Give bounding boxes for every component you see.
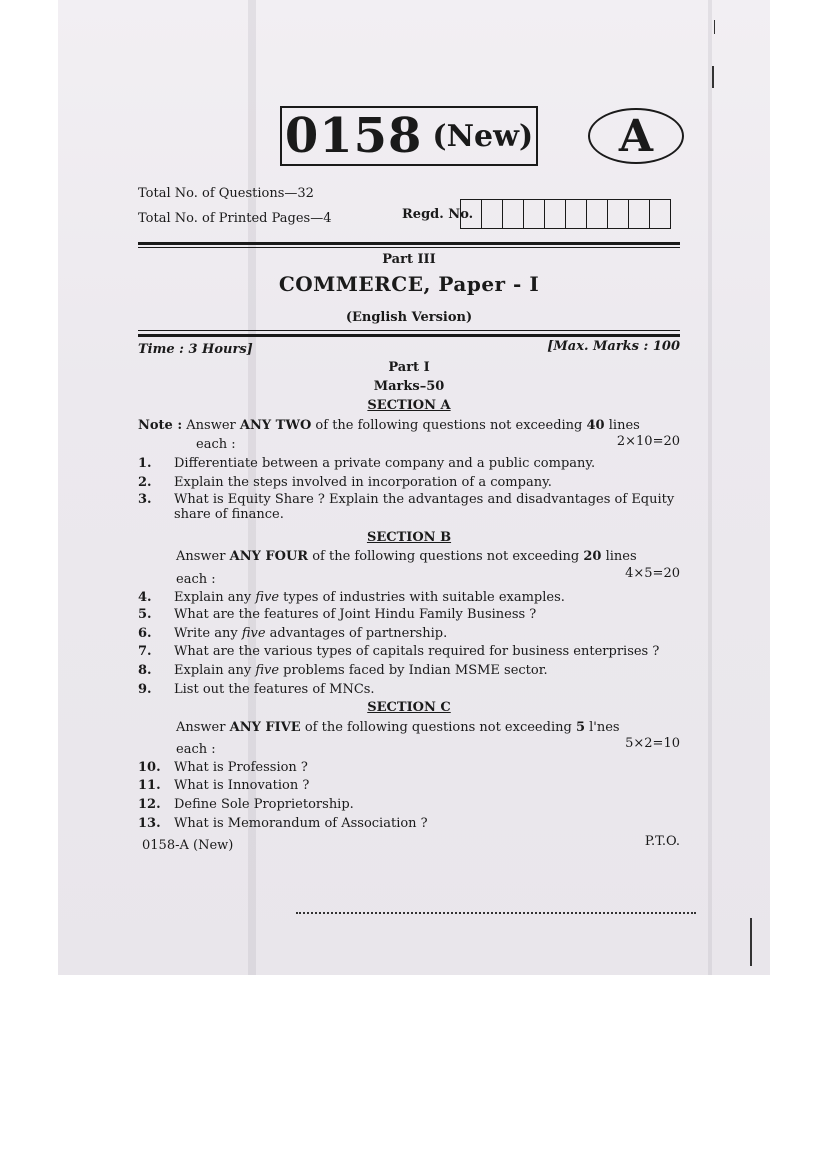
section-a-marks: 2×10=20 — [616, 434, 680, 449]
instruction-text: of the following questions not exceeding — [304, 720, 572, 735]
question-row — [138, 492, 680, 522]
scan-artifact — [750, 918, 752, 966]
paper-code: 0158 — [284, 108, 423, 164]
instruction-limit: 5 — [575, 720, 585, 735]
regd-number-boxes — [460, 199, 671, 229]
note-text: Answer — [186, 418, 236, 433]
question-row — [138, 456, 680, 471]
question-text: Write any five advantages of partnership. — [174, 626, 448, 641]
question-text: What are the features of Joint Hindu Family Business ? — [174, 607, 537, 622]
instruction-limit: 20 — [583, 549, 602, 564]
divider — [138, 334, 680, 337]
language-version: (English Version) — [345, 310, 473, 325]
question-text: What is Memorandum of Association ? — [174, 816, 428, 831]
question-number: 10. — [138, 760, 161, 775]
question-number: 6. — [138, 626, 152, 641]
question-text: What are the various types of capitals required for business enterprises ? — [174, 644, 660, 659]
instruction-text: lines — [605, 549, 637, 564]
instruction-text: Answer — [176, 720, 226, 735]
instruction-text: Answer — [176, 549, 226, 564]
question-row — [138, 590, 680, 605]
question-number: 11. — [138, 778, 161, 793]
note-emphasis: ANY TWO — [239, 418, 312, 433]
question-text: What is Equity Share ? Explain the advantages and disadvantages of Equity share of finance. — [174, 492, 675, 522]
section-c-instruction — [176, 720, 680, 735]
question-row — [138, 475, 680, 490]
note-label: Note : — [138, 418, 183, 433]
question-row — [138, 626, 680, 641]
section-a-note — [138, 418, 680, 433]
question-number: 4. — [138, 590, 152, 605]
question-text: Explain any five types of industries with suitable examples. — [174, 590, 565, 605]
question-row — [138, 644, 680, 659]
question-number: 7. — [138, 644, 152, 659]
question-row — [138, 797, 680, 812]
scan-artifact — [712, 66, 714, 88]
instruction-emphasis: ANY FOUR — [229, 549, 309, 564]
question-row — [138, 682, 680, 697]
question-row — [138, 760, 680, 775]
question-row — [138, 607, 680, 622]
section-a-heading: SECTION A — [367, 398, 451, 413]
question-number: 1. — [138, 456, 152, 471]
instruction-emphasis: ANY FIVE — [229, 720, 301, 735]
question-text: What is Profession ? — [174, 760, 308, 775]
section-b-heading: SECTION B — [366, 530, 452, 545]
part-one-title: Part I — [388, 360, 430, 375]
note-text: lines — [608, 418, 640, 433]
question-text: List out the features of MNCs. — [174, 682, 375, 697]
footer-code: 0158-A (New) — [142, 838, 234, 853]
part-one-marks: Marks–50 — [373, 379, 445, 394]
subject-title: COMMERCE, Paper - I — [278, 272, 540, 296]
regd-label: Regd. No. — [402, 207, 474, 222]
divider — [138, 247, 680, 248]
section-b-marks: 4×5=20 — [625, 566, 680, 581]
section-c-heading: SECTION C — [367, 700, 451, 715]
paper-code-suffix: (New) — [432, 118, 534, 154]
question-number: 8. — [138, 663, 152, 678]
section-c-marks: 5×2=10 — [625, 736, 680, 751]
scan-artifact — [296, 912, 696, 917]
scan-artifact — [714, 20, 715, 34]
instruction-text: of the following questions not exceeding — [312, 549, 580, 564]
question-row — [138, 778, 680, 793]
max-marks: [Max. Marks : 100 — [547, 339, 680, 354]
part-label: Part III — [382, 252, 436, 267]
question-text: What is Innovation ? — [174, 778, 310, 793]
question-number: 2. — [138, 475, 152, 490]
time-allowed: Time : 3 Hours] — [138, 342, 253, 357]
question-text: Explain any five problems faced by Indian MSME sector. — [174, 663, 548, 678]
question-text: Define Sole Proprietorship. — [174, 797, 354, 812]
section-b-instruction — [176, 549, 680, 564]
footer-pto: P.T.O. — [644, 834, 680, 849]
instruction-text: l'nes — [589, 720, 620, 735]
paper-code-box — [280, 106, 538, 166]
note-limit: 40 — [586, 418, 605, 433]
question-row — [138, 816, 680, 831]
question-number: 9. — [138, 682, 152, 697]
question-text: Explain the steps involved in incorporation of a company. — [174, 475, 552, 490]
divider — [138, 330, 680, 331]
scan-shadow — [708, 0, 712, 975]
question-number: 12. — [138, 797, 161, 812]
instruction-each: each : — [176, 742, 216, 757]
note-text: of the following questions not exceeding — [315, 418, 583, 433]
total-pages: Total No. of Printed Pages—4 — [138, 211, 332, 226]
question-number: 13. — [138, 816, 161, 831]
question-number: 3. — [138, 492, 152, 507]
question-text: Differentiate between a private company and a public company. — [174, 456, 596, 471]
instruction-each: each : — [176, 572, 216, 587]
question-row — [138, 663, 680, 678]
question-number: 5. — [138, 607, 152, 622]
divider — [138, 242, 680, 245]
total-questions: Total No. of Questions—32 — [138, 186, 314, 201]
version-badge: A — [588, 108, 684, 164]
note-each: each : — [196, 437, 236, 452]
